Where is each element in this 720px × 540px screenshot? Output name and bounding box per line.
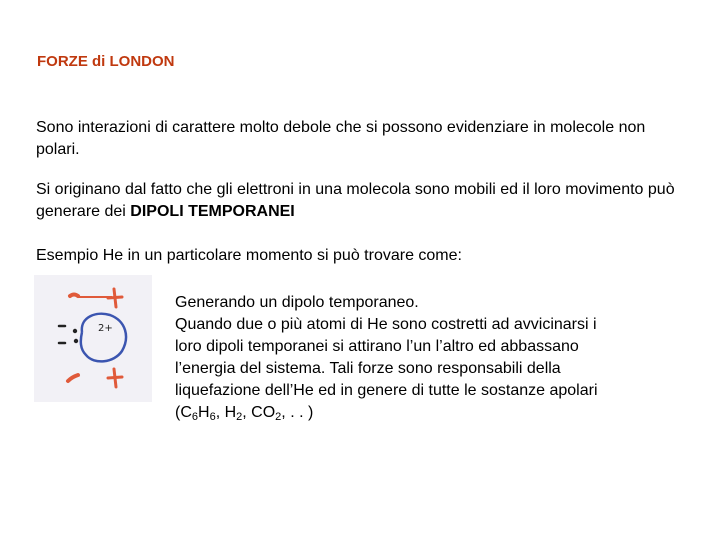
formula-h: H <box>198 404 210 421</box>
explanation-line-1: Generando un dipolo temporaneo. <box>175 294 419 311</box>
dipole-explanation <box>175 292 675 424</box>
slide-title: FORZE di LONDON <box>37 53 175 70</box>
explanation-line-2: Quando due o più atomi di He sono costretti ad avvicinarsi i <box>175 316 597 333</box>
bottom-minus-mark <box>68 375 78 381</box>
formula-h2-sub: 2 <box>236 411 243 423</box>
formula-close: , . . ) <box>281 404 314 421</box>
formula-sep1: , H <box>215 404 237 421</box>
helium-dipole-sketch <box>34 275 152 402</box>
paragraph-intro: Sono interazioni di carattere molto debole che si possono evidenziare in molecole non polari. <box>36 119 646 158</box>
nucleus-charge-label: 2+ <box>98 323 113 334</box>
formula-h-sub: 6 <box>209 411 216 423</box>
bottom-plus-horizontal <box>108 377 122 378</box>
paragraph-origin <box>36 179 676 223</box>
dipole-drawing <box>34 275 152 402</box>
formula-sep2: , CO <box>242 404 276 421</box>
paragraph-example: Esempio He in un particolare momento si può trovare come: <box>36 247 462 264</box>
paragraph-origin-text: Si originano dal fatto che gli elettroni in una molecola sono mobili ed il loro movimento può generare dei <box>36 181 675 220</box>
explanation-line-3: loro dipoli temporanei si attirano l’un l’altro ed abbassano <box>175 338 579 355</box>
explanation-line-4: l’energia del sistema. Tali forze sono responsabili della <box>175 360 561 377</box>
formula-open: (C <box>175 404 192 421</box>
top-plus-horizontal <box>108 297 122 298</box>
dipoli-temporanei-bold: DIPOLI TEMPORANEI <box>130 203 295 220</box>
formula-line <box>175 402 675 424</box>
electron-dot-2 <box>74 339 78 343</box>
formula-co2-sub: 2 <box>275 411 282 423</box>
top-minus-mark <box>70 295 78 297</box>
explanation-line-5: liquefazione dell’He ed in genere di tutte le sostanze apolari <box>175 382 598 399</box>
helium-atom-circle <box>81 314 126 362</box>
electron-dot-1 <box>73 329 77 333</box>
formula-c-sub: 6 <box>191 411 199 423</box>
